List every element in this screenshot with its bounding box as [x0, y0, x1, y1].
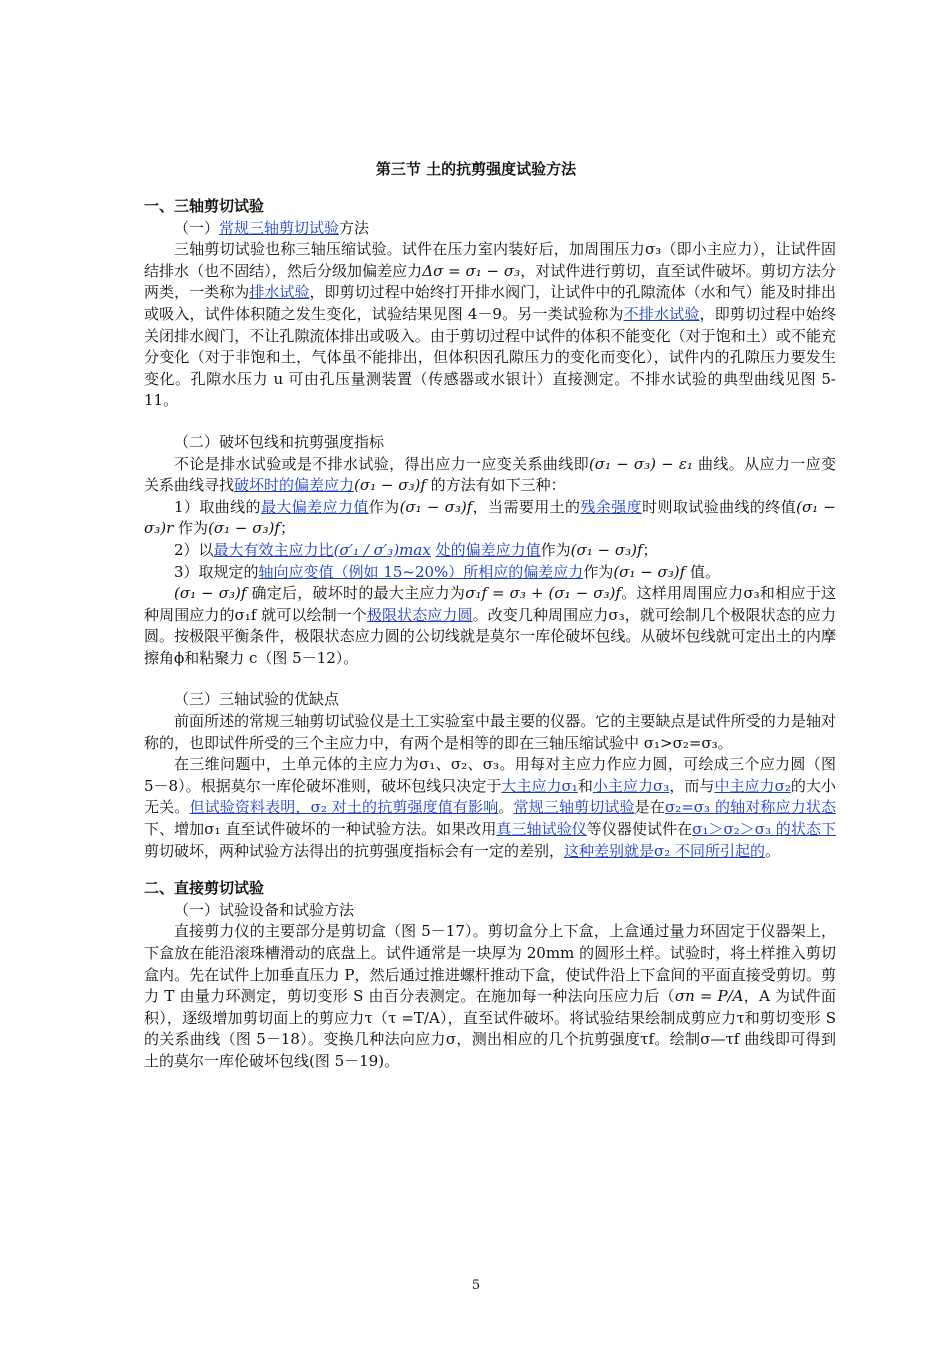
formula-sigma1f: σ₁f = σ₃ + (σ₁ − σ₃)f — [465, 584, 621, 603]
text-span: ，即剪切过程中始终关闭排水阀门，不让孔隙流体排出或吸入。由于剪切过程中试件的体积不能变化（对于饱和土）或不能充分变化（对于非饱和土，气体虽不能排出，但体积因孔隙压力的变化而变化），试件内的孔隙压力要发生变化。孔隙水压力 u 可由孔压量测装置（传感器或水银计）直接测定。不排水试验的典型曲线见图 5-11。 — [144, 304, 836, 410]
text-span: 时则取试验曲线的终值 — [642, 497, 797, 516]
text-span: 。 — [498, 798, 514, 817]
link-axial-strain[interactable]: 轴向应变值（例如 15~20%）所相应的偏差应力 — [258, 562, 584, 581]
subsection-heading-equipment: （一）试验设备和试验方法 — [174, 900, 355, 919]
formula: (σ₁ − σ₃)f — [208, 519, 280, 538]
section-heading-direct-shear: 二、直接剪切试验 — [144, 879, 265, 898]
paragraph-direct-shear — [144, 921, 836, 1072]
formula: (σ₁ − σ₃)f — [570, 540, 643, 559]
text-span: 1）取曲线的 — [174, 497, 261, 516]
text-span: 剪切破坏，两种试验方法得出的抗剪强度指标会有一定的差别， — [144, 841, 565, 860]
link-minor-principal[interactable]: 小主应力σ₃ — [592, 776, 670, 795]
paragraph-3d-stress — [144, 754, 836, 862]
document-body — [144, 196, 836, 1073]
method-list — [144, 497, 836, 583]
text-span: 直接剪力仪的主要部分是剪切盒（图 5－17）。剪切盒分上下盒，上盒通过量力环固定于仪器架上，下盒放在能沿滚珠槽滑动的底盘上。试件通常是一块厚为 20mm 的圆形土样。试验时，将土样推入剪切盒内。先在试件上加垂直压力 P，然后通过推进螺杆推动下盒，使试件沿上下盒间的平面直接受剪切。剪力 T 由量力环测定，剪切变形 S 由百分表测定。在施加每一种法向压应力后（ — [144, 922, 836, 1006]
text-span: 的大小无关。 — [144, 776, 836, 817]
text-span: ； — [642, 540, 658, 559]
text-span: 下、增加σ₁ 直至试件破坏的一种试验方法。如果改用 — [144, 820, 497, 839]
subsection-heading-envelope: （二）破坏包线和抗剪强度指标 — [174, 432, 385, 451]
text-span: 。 — [765, 841, 781, 860]
text-span: 作为 — [368, 497, 400, 516]
link-stress-state[interactable]: σ₁＞σ₂＞σ₃ 的状态下 — [692, 820, 836, 839]
text-span: ，A 为试件面积），逐级增加剪切面上的剪应力τ（τ =T/A），直至试件破坏。将试验结果绘制成剪应力τ和剪切变形 S 的关系曲线（图 5－18）。变换几种法向应力σ，测出相应的几个抗剪强度τf。绘制σ—τf 曲线即可得到土的莫尔一库伦破坏包线(图 5－19)。 — [144, 987, 837, 1070]
link-deviator-value[interactable]: 处的偏差应力值 — [435, 540, 541, 559]
text-span: 在三维问题中，土单元体的主应力为σ₁、σ₂、σ₃。用每对主应力作应力圆，可绘成三个应力圆（图 5－8）。根据莫尔一库伦破坏准则，破坏包线只决定于 — [144, 755, 836, 795]
list-item-3 — [144, 562, 836, 584]
subsection-heading-pros-cons: （三）三轴试验的优缺点 — [174, 690, 340, 709]
text-span: 作为 — [583, 562, 614, 581]
text-span: 三轴剪切试验也称三轴压缩试验。试件在压力室内装好后，加周围压力σ₃（即小主应力），让试件固结排水（也不固结），然后分级加偏差应力 — [144, 240, 836, 280]
spacer — [144, 862, 836, 878]
text-span: 的方法有如下三种： — [425, 476, 566, 495]
page-title: 第三节 土的抗剪强度试验方法 — [375, 160, 577, 178]
subsection-suffix: 方法 — [339, 218, 370, 237]
text-span: 确定后，破坏时的最大主应力为 — [246, 584, 466, 603]
text-span: 等仪器使试件在 — [586, 820, 693, 839]
formula-deviator-f: (σ₁ − σ₃)f — [354, 476, 426, 495]
formula: (σ₁ − σ₃)f — [174, 584, 247, 603]
formula-normal-stress: σn = P/A — [674, 987, 744, 1006]
paragraph-envelope — [144, 454, 836, 497]
text-span: 。改变几种周围应力σ₃，就可绘制几个极限状态的应力圆。按极限平衡条件，极限状态应力圆的公切线就是莫尔一库伦破坏包线。从破坏包线就可定出土的内摩擦角ϕ和粘聚力 c（图 5－12）。 — [144, 605, 836, 667]
link-conventional-triaxial-2[interactable]: 常规三轴剪切试验 — [513, 798, 635, 817]
link-axisymmetric-state[interactable]: σ₂=σ₃ 的轴对称应力状态 — [664, 798, 836, 817]
paragraph-mohr-circle — [144, 583, 836, 669]
list-item-1 — [144, 497, 836, 540]
paragraph-drawbacks: 前面所述的常规三轴剪切试验仪是土工实验室中最主要的仪器。它的主要缺点是试件所受的力是轴对称的，也即试件所受的三个主应力中，有两个是相等的即在三轴压缩试验中 σ₁>σ₂=σ₃。 — [144, 712, 836, 752]
link-true-triaxial[interactable]: 真三轴试验仪 — [496, 820, 587, 839]
link-difference-cause[interactable]: 这种差别就是σ₂ 不同所引起的 — [564, 841, 766, 860]
text-span: ，而与 — [669, 776, 715, 795]
text-span: ，即剪切过程中始终打开排水阀门，让试件中的孔隙流体（水和气）能及时排出或吸入，试件体积随之发生变化，试验结果见图 4－9。另一类试验称为 — [144, 283, 836, 323]
page-number: 5 — [471, 1278, 481, 1293]
link-major-principal[interactable]: 大主应力σ₁ — [501, 776, 578, 795]
link-max-principal-ratio[interactable]: 最大有效主应力比 — [213, 540, 334, 559]
text-span: 2）以 — [174, 540, 214, 559]
formula: (σ₁ − σ₃)f — [613, 562, 686, 581]
formula-deviator: Δσ = σ₁ − σ₃ — [422, 261, 521, 280]
text-span: 作为 — [540, 540, 571, 559]
link-drained-test[interactable]: 排水试验 — [249, 283, 310, 302]
text-span: ，当需要用土的 — [472, 497, 581, 516]
text-span: 作为 — [173, 519, 209, 538]
spacer — [144, 412, 836, 432]
link-max-deviator[interactable]: 最大偏差应力值 — [260, 497, 369, 516]
link-limit-state-circle[interactable]: 极限状态应力圆 — [366, 605, 473, 624]
text-span: ，对试件进行剪切，直至试件破坏。剪切方法分两类，一类称为 — [144, 261, 836, 302]
text-span: ； — [279, 519, 295, 538]
formula: (σ₁ − σ₃)r — [144, 497, 836, 538]
subsection-prefix: （一） — [174, 218, 220, 237]
link-failure-deviator[interactable]: 破坏时的偏差应力 — [234, 476, 355, 495]
link-undrained-test[interactable]: 不排水试验 — [623, 304, 700, 323]
spacer — [144, 669, 836, 689]
text-span: 是在 — [634, 798, 665, 817]
subsection-heading-conventional — [144, 218, 836, 240]
formula-stress-strain: (σ₁ − σ₃) − ε₁ — [588, 454, 693, 473]
text-span: 3）取规定的 — [174, 562, 259, 581]
link-conventional-triaxial[interactable]: 常规三轴剪切试验 — [219, 218, 340, 237]
text-span: 和 — [577, 776, 593, 795]
section-heading-triaxial: 一、三轴剪切试验 — [144, 197, 265, 215]
text-span: 曲线。从应力一应变关系曲线寻找 — [144, 454, 836, 495]
text-span: 。这样用周围应力σ₃和相应于这种周围应力的σ₁f 就可以绘制一个 — [144, 584, 836, 624]
paragraph-triaxial-intro — [144, 239, 836, 412]
link-sigma2-influence[interactable]: 但试验资料表明，σ₂ 对土的抗剪强度值有影响 — [189, 798, 499, 817]
link-intermediate-principal[interactable]: 中主应力σ₂ — [714, 776, 791, 795]
text-span: 值。 — [685, 562, 720, 581]
formula-ratio-link[interactable]: (σ′₁ / σ′₃)max — [333, 540, 431, 559]
link-residual-strength[interactable]: 残余强度 — [580, 497, 643, 516]
list-item-2 — [144, 540, 836, 562]
formula: (σ₁ − σ₃)f — [399, 497, 473, 516]
text-span: 不论是排水试验或是不排水试验，得出应力一应变关系曲线即 — [174, 454, 589, 473]
